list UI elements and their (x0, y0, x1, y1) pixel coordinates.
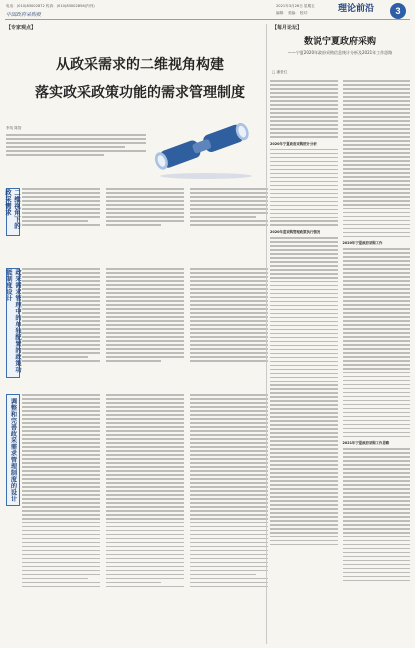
right-column-text (270, 78, 410, 644)
article-abstract (6, 132, 146, 172)
section-label-1: 二维视角下的政采需求 (6, 188, 20, 236)
section-2-text (22, 266, 268, 386)
right-subhead-3: 2020年宁夏政府采购工作 (342, 241, 383, 246)
article-title-line2: 落实政采政策功能的需求管理制度 (35, 85, 245, 101)
editor-line: 编辑： 美编： 校对： (276, 11, 311, 15)
right-tag: 【每月论坛】 (272, 25, 303, 31)
right-byline: □ 潘爱红 (272, 70, 288, 74)
right-header (270, 34, 410, 56)
right-title: 数说宁夏政府采购 (303, 37, 376, 47)
right-subhead-2: 2020年度采购管理政策执行情况 (270, 230, 321, 235)
section-name: 理论前沿 (338, 4, 375, 14)
article-author: 李英 陈智 (6, 126, 22, 130)
right-subtitle: ——宁夏2020年政府采购信息统计分析及2021年工作思路 (287, 50, 393, 55)
section-label-3: 调整和完善政采需求管理制度的设计 (6, 394, 20, 506)
right-subhead-4: 2021年宁夏政府采购工作思路 (342, 441, 390, 446)
contact-line: 电话：(010)83002872 传真：(010)83002856(内刊) (6, 4, 95, 8)
date-line: 2021年3月26日 星期五 (276, 4, 315, 8)
column-divider (266, 24, 267, 644)
section-label-2: 政采需求管理中的单独配置的政策功能制度设计 (6, 268, 20, 378)
masthead-divider (5, 19, 410, 20)
section-3-text (22, 392, 268, 640)
right-subhead-1: 2020年宁夏政府采购统计分析 (270, 141, 317, 146)
newspaper-brand: 中国政府采购报 (6, 12, 42, 18)
binoculars-illustration (150, 118, 262, 180)
section-1-text (22, 186, 268, 236)
page-number-badge: 3 (390, 3, 406, 19)
article-title-line1: 从政采需求的二维视角构建 (56, 57, 224, 73)
article-tag: 【专家观点】 (6, 25, 37, 31)
